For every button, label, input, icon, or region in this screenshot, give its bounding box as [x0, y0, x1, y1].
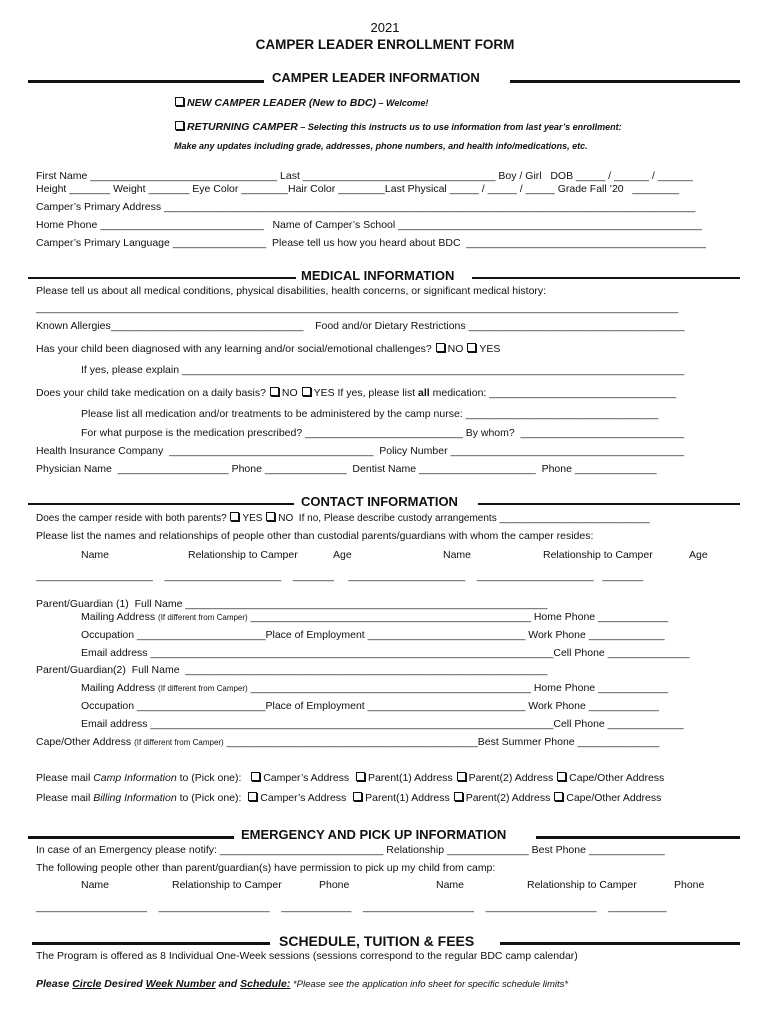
column-phone: Phone: [674, 879, 705, 891]
parent1-address-checkbox[interactable]: [353, 792, 362, 801]
parent2-occupation-line[interactable]: Occupation ______________________Place of Employment ___________________________ Work Phone ____________: [81, 700, 659, 712]
parent1-mail-line[interactable]: Mailing Address (If different from Camper) ________________________________________________ Home Phone ____________: [81, 611, 669, 623]
column-name: Name: [81, 879, 110, 891]
section-rule-right: [536, 836, 740, 839]
learning-challenges-line[interactable]: Has your child been diagnosed with any learning and/or social/emotional challenges? NO YES: [36, 343, 501, 355]
cape-address-line[interactable]: Cape/Other Address (If different from Camper) ___________________________________________Best Summer Phone ______________: [36, 736, 660, 748]
parent2-email-line[interactable]: Email address _____________________________________________________________________Cell Phone _____________: [81, 718, 684, 730]
cape-address-checkbox[interactable]: [557, 772, 566, 781]
parent2-mail-line[interactable]: Mailing Address (If different from Camper) ________________________________________________ Home Phone ____________: [81, 682, 669, 694]
section-medical: MEDICAL INFORMATION: [301, 268, 455, 283]
yes-checkbox[interactable]: [302, 387, 311, 396]
insurance-line[interactable]: Health Insurance Company ___________________________________ Policy Number ________________________________________: [36, 445, 685, 457]
section-rule-right: [500, 942, 740, 945]
parent2-address-checkbox[interactable]: [454, 792, 463, 801]
camper-address-checkbox[interactable]: [248, 792, 257, 801]
column-relationship: Relationship to Camper: [188, 549, 298, 561]
section-rule-right: [478, 503, 740, 505]
medication-purpose-line[interactable]: For what purpose is the medication prescribed? ___________________________ By whom? ____________________________: [81, 427, 685, 439]
column-relationship: Relationship to Camper: [172, 879, 282, 891]
mail-billing-info-line[interactable]: Please mail Billing Information to (Pick one): Camper’s Address Parent(1) Address Parent(2) Address Cape/Other Address: [36, 792, 662, 804]
column-name: Name: [443, 549, 472, 561]
parent2-name-line[interactable]: Parent/Guardian(2) Full Name ______________________________________________________________: [36, 664, 548, 676]
explain-line[interactable]: If yes, please explain ______________________________________________________________________________________: [81, 364, 685, 376]
parent1-email-line[interactable]: Email address _____________________________________________________________________Cell Phone ______________: [81, 647, 690, 659]
address-line[interactable]: Camper’s Primary Address ___________________________________________________________________________________________: [36, 201, 696, 213]
form-year: 2021: [370, 20, 400, 35]
household-blanks[interactable]: ____________________ ____________________ _______ ____________________ ____________________ _______: [36, 570, 644, 582]
section-rule-left: [28, 836, 234, 839]
column-phone: Phone: [319, 879, 350, 891]
pickup-blanks[interactable]: ___________________ ___________________ ____________ ___________________ ___________________ __________: [36, 901, 667, 913]
no-checkbox[interactable]: [266, 512, 275, 521]
no-checkbox[interactable]: [270, 387, 279, 396]
yes-checkbox[interactable]: [230, 512, 239, 521]
section-rule-right: [472, 277, 740, 279]
emergency-contact-line[interactable]: In case of an Emergency please notify: ____________________________ Relationship ______________ Best Phone _____________: [36, 844, 665, 856]
phone-school-line[interactable]: Home Phone ____________________________ Name of Camper’s School ____________________________________________________: [36, 219, 702, 231]
custody-line[interactable]: Does the camper reside with both parents? YES NO If no, Please describe custody arrangements ___________________________: [36, 513, 650, 524]
column-relationship: Relationship to Camper: [527, 879, 637, 891]
parent1-name-line[interactable]: Parent/Guardian (1) Full Name ______________________________________________________________: [36, 598, 548, 610]
nurse-medication-line[interactable]: Please list all medication and/or treatments to be administered by the camp nurse: _________________________________: [81, 408, 659, 420]
column-name: Name: [81, 549, 110, 561]
pickup-prompt: The following people other than parent/guardian(s) have permission to pick up my child from camp:: [36, 862, 496, 874]
parent1-occupation-line[interactable]: Occupation ______________________Place of Employment ___________________________ Work Phone _____________: [81, 629, 665, 641]
physical-grade-line[interactable]: Height _______ Weight _______ Eye Color ________Hair Color ________Last Physical _____ / _____ / _____ Grade Fall ’20 ________: [36, 183, 680, 195]
section-rule-left: [28, 503, 294, 505]
medical-history-prompt: Please tell us about all medical conditions, physical disabilities, health concerns, or significant medical history:: [36, 285, 547, 297]
schedule-instruction: Please Circle Desired Week Number and Schedule: *Please see the application info sheet for specific schedule limits*: [36, 978, 569, 990]
new-camper-checkbox[interactable]: [175, 97, 184, 106]
column-age: Age: [689, 549, 708, 561]
section-rule-right: [510, 80, 740, 83]
section-schedule: SCHEDULE, TUITION & FEES: [279, 933, 475, 949]
mail-camp-info-line[interactable]: Please mail Camp Information to (Pick one): Camper’s Address Parent(1) Address Parent(2) Address Cape/Other Address: [36, 772, 665, 784]
daily-medication-line[interactable]: Does your child take medication on a daily basis? NO YES If yes, please list all medication: ________________________________: [36, 387, 677, 399]
section-contact: CONTACT INFORMATION: [301, 494, 458, 509]
yes-checkbox[interactable]: [467, 343, 476, 352]
section-rule-left: [28, 80, 264, 83]
language-referral-line[interactable]: Camper’s Primary Language ________________ Please tell us how you heard about BDC _________________________________________: [36, 237, 706, 249]
medical-history-field[interactable]: ______________________________________________________________________________________________________________: [36, 302, 679, 314]
name-dob-line[interactable]: First Name ________________________________ Last _________________________________ Boy / Girl DOB _____ / ______ / ______: [36, 170, 693, 182]
section-emergency: EMERGENCY AND PICK UP INFORMATION: [241, 827, 507, 842]
camper-address-checkbox[interactable]: [251, 772, 260, 781]
column-name: Name: [436, 879, 465, 891]
no-checkbox[interactable]: [436, 343, 445, 352]
program-description: The Program is offered as 8 Individual One-Week sessions (sessions correspond to the regular BDC camp calendar): [36, 950, 578, 962]
physician-dentist-line[interactable]: Physician Name ___________________ Phone ______________ Dentist Name ____________________ Phone ______________: [36, 463, 657, 475]
household-prompt: Please list the names and relationships of people other than custodial parents/guardians with whom the camper resides:: [36, 530, 594, 542]
form-title: CAMPER LEADER ENROLLMENT FORM: [255, 37, 515, 52]
section-leader-info: CAMPER LEADER INFORMATION: [272, 70, 480, 85]
cape-address-checkbox[interactable]: [554, 792, 563, 801]
parent1-address-checkbox[interactable]: [356, 772, 365, 781]
parent2-address-checkbox[interactable]: [457, 772, 466, 781]
returning-note: Make any updates including grade, addresses, phone numbers, and health info/medications, etc.: [174, 141, 588, 151]
returning-camper-checkbox[interactable]: [175, 121, 184, 130]
section-rule-left: [32, 942, 270, 945]
allergies-diet-line[interactable]: Known Allergies_________________________________ Food and/or Dietary Restrictions _____________________________________: [36, 320, 685, 332]
section-rule-left: [28, 277, 296, 279]
column-relationship: Relationship to Camper: [543, 549, 653, 561]
new-camper-option[interactable]: NEW CAMPER LEADER (New to BDC) – Welcome!: [174, 97, 428, 110]
column-age: Age: [333, 549, 352, 561]
returning-camper-option[interactable]: RETURNING CAMPER – Selecting this instructs us to use information from last year’s enrollment:: [174, 121, 622, 134]
